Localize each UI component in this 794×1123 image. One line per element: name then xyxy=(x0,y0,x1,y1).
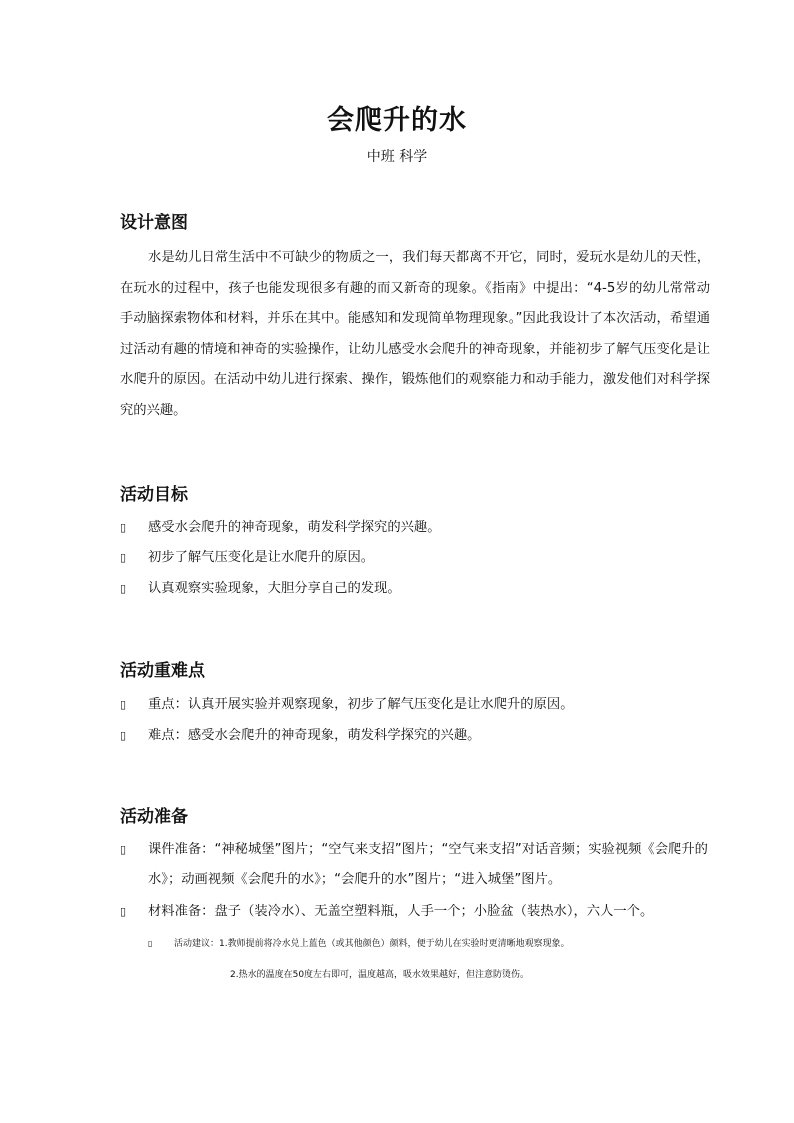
activity-note xyxy=(148,936,570,949)
goal-text: 感受水会爬升的神奇现象，萌发科学探究的兴趣。 xyxy=(148,520,441,535)
keypoint-text: 重点：认真开展实验并观察现象，初步了解气压变化是让水爬升的原因。 xyxy=(148,697,574,712)
missing-glyph-icon: ▯ xyxy=(120,843,127,856)
goal-text: 认真观察实验现象，大胆分享自己的发现。 xyxy=(148,581,401,596)
goal-text: 初步了解气压变化是让水爬升的原因。 xyxy=(148,550,375,565)
missing-glyph-icon: ▯ xyxy=(120,905,127,918)
missing-glyph-icon: ▯ xyxy=(120,551,127,564)
missing-glyph-icon: ▯ xyxy=(120,521,127,534)
missing-glyph-icon: ▯ xyxy=(120,698,127,711)
missing-glyph-icon: ▯ xyxy=(120,729,127,742)
prep-item xyxy=(120,835,720,897)
missing-glyph-icon: ▯ xyxy=(120,582,127,595)
prep-text: 材料准备：盘子（装冷水）、无盖空塑料瓶，人手一个；小脸盆（装热水），六人一个。 xyxy=(148,904,654,919)
intent-paragraph: 水是幼儿日常生活中不可缺少的物质之一，我们每天都离不开它，同时，爱玩水是幼儿的天性，在玩水的过程中，孩子也能发现很多有趣的而又新奇的现象。《指南》中提出：“4-5岁的幼儿常常动手动脑探索物体和材料，并乐在其中。能感知和发现简单物理现象。”因此我设计了本次活动，希望通过活动有趣的情境和神奇的实验操作，让幼儿感受水会爬升的神奇现象，并能初步了解气压变化是让水爬升的原因。在活动中幼儿进行探索、操作，锻炼他们的观察能力和动手能力，激发他们对科学探究的兴趣。 xyxy=(120,250,710,418)
missing-glyph-icon: ▯ xyxy=(148,939,153,948)
section-heading-prep: 活动准备 xyxy=(120,807,188,827)
activity-note-2: 2.热水的温度在50度左右即可，温度越高，吸水效果越好，但注意防烫伤。 xyxy=(230,970,530,980)
prep-text: 课件准备：“神秘城堡”图片；“空气来支招”图片；“空气来支招”对话音频；实验视频《会爬升的水》；动画视频《会爬升的水》；“会爬升的水”图片；“进入城堡”图片。 xyxy=(148,842,708,887)
section-heading-goals: 活动目标 xyxy=(120,485,188,505)
page-title: 会爬升的水 xyxy=(327,105,467,136)
page-subtitle: 中班 科学 xyxy=(366,149,428,165)
activity-note-text: 活动建议：1.教师提前将冷水兑上蓝色（或其他颜色）颜料，便于幼儿在实验时更清晰地观察现象。 xyxy=(174,939,570,949)
keypoint-text: 难点：感受水会爬升的神奇现象，萌发科学探究的兴趣。 xyxy=(148,728,481,743)
section-heading-keypoints: 活动重难点 xyxy=(120,661,205,681)
section-heading-intent: 设计意图 xyxy=(120,213,188,233)
